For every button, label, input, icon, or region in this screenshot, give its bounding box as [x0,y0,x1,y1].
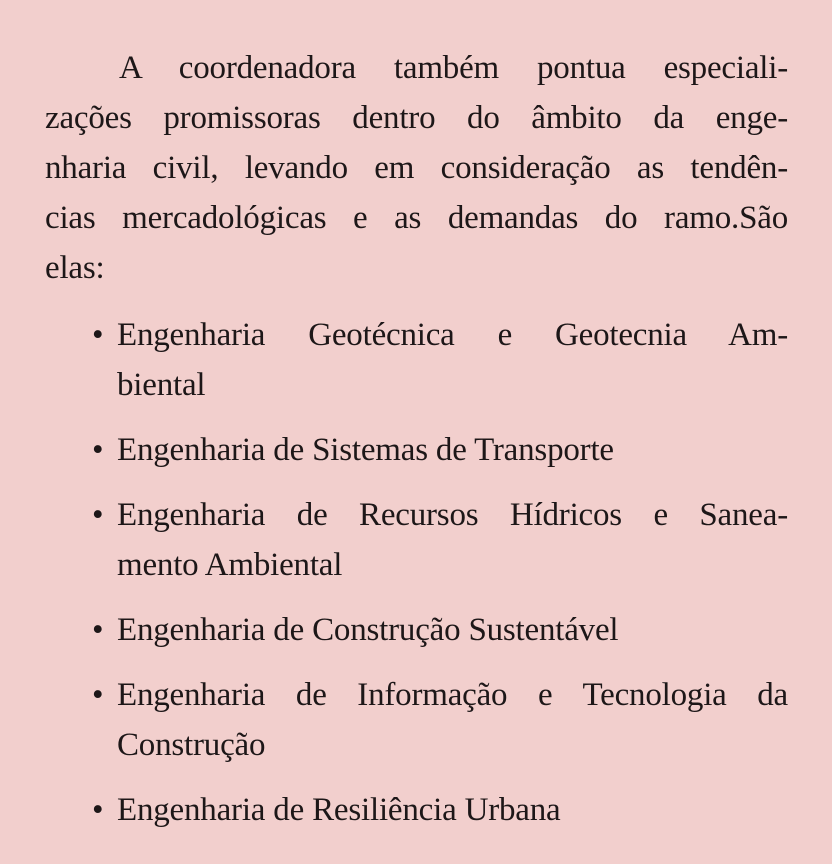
list-item [45,425,788,475]
list-item-line: Engenharia de Resiliência Urbana [117,792,561,828]
bullet-marker: • [92,317,104,353]
specializations-list [45,310,788,835]
list-item-line: Construção [117,727,266,763]
list-item [45,490,788,590]
paragraph-line: zações promissoras dentro do âmbito da enge- [45,100,788,136]
paragraph-line: elas: [45,250,105,286]
list-item [45,605,788,655]
list-item-text [117,785,788,835]
bullet-marker: • [92,497,104,533]
list-item-text [117,310,788,410]
list-item-text [117,670,788,770]
list-item-line: Engenharia de Recursos Hídricos e Sanea- [117,497,788,533]
list-item-text [117,425,788,475]
list-item [45,310,788,410]
intro-paragraph [45,43,788,293]
bullet-marker: • [92,677,104,713]
list-item-line: Engenharia de Informação e Tecnologia da [117,677,788,713]
list-item-text [117,605,788,655]
paragraph-line: cias mercadológicas e as demandas do ramo.São [45,200,788,236]
list-item [45,670,788,770]
list-item-line: biental [117,367,206,403]
paragraph-line: A coordenadora também pontua especiali- [119,50,788,86]
list-item [45,785,788,835]
paragraph-line: nharia civil, levando em consideração as tendên- [45,150,788,186]
list-item-line: Engenharia de Sistemas de Transporte [117,432,614,468]
bullet-marker: • [92,612,104,648]
list-item-line: mento Ambiental [117,547,343,583]
bullet-marker: • [92,792,104,828]
bullet-marker: • [92,432,104,468]
list-item-line: Engenharia de Construção Sustentável [117,612,619,648]
list-item-line: Engenharia Geotécnica e Geotecnia Am- [117,317,788,353]
list-item-text [117,490,788,590]
